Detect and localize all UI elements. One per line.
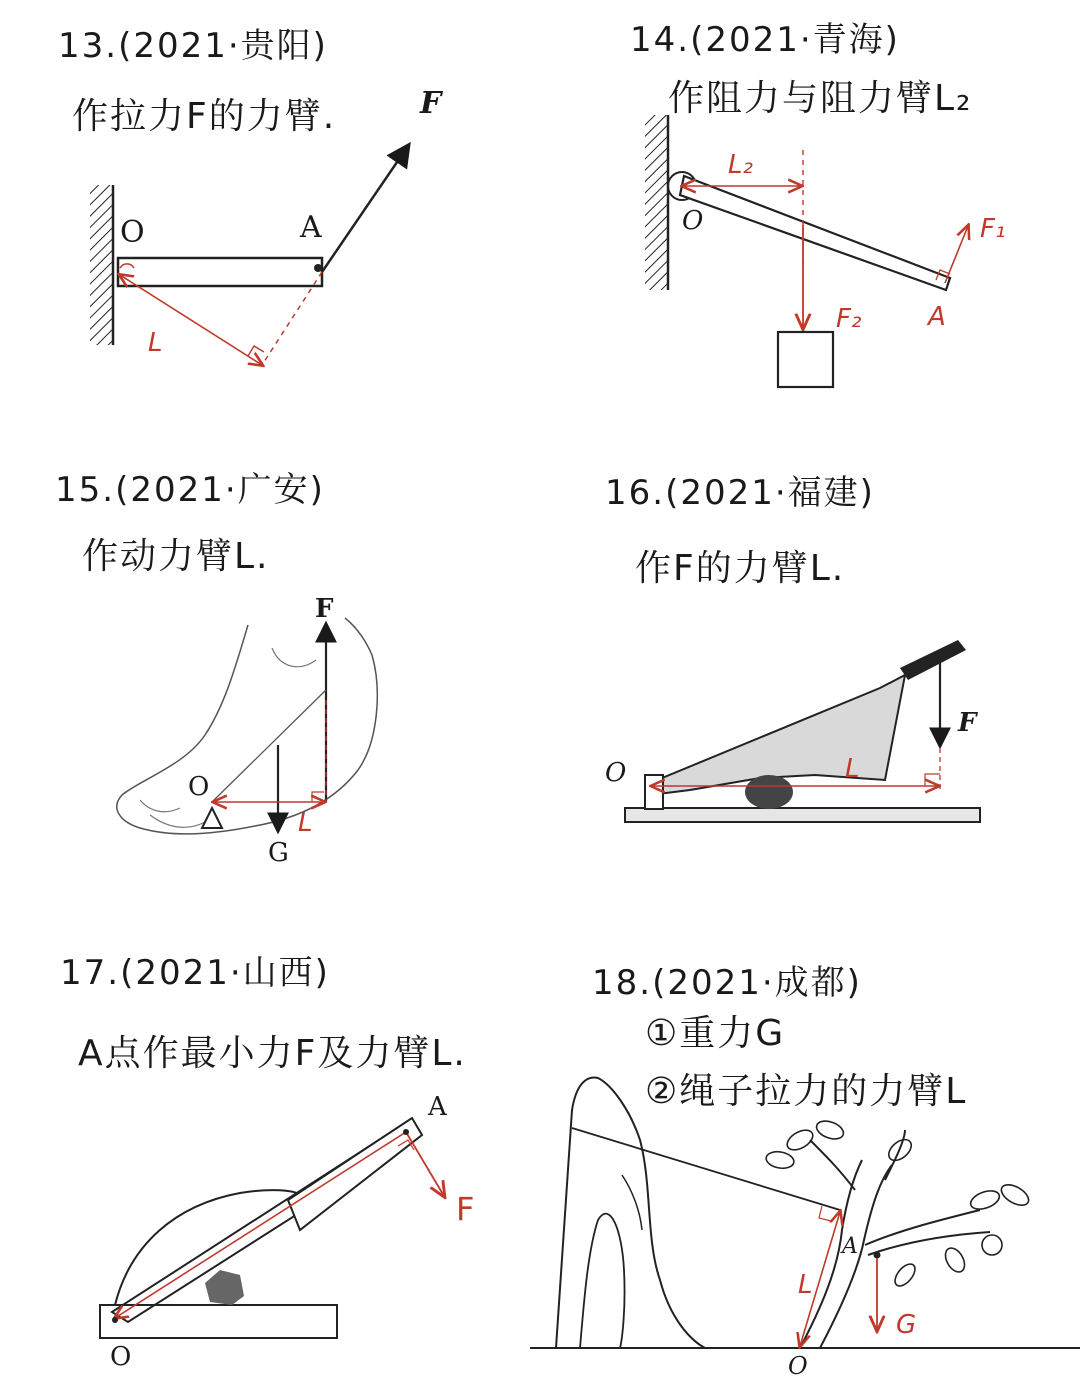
problem-17-instruction: A点作最小力F及力臂L.	[78, 1033, 467, 1074]
fig14-pivot-label: O	[682, 206, 704, 236]
problem-13-number: 13.(2021·贵阳)	[58, 26, 328, 66]
fig17-pivot-label: O	[110, 1342, 132, 1372]
fig14-arm-label: L₂	[728, 150, 753, 180]
problem-17-number: 17.(2021·山西)	[60, 953, 330, 993]
fig15-arm-label: L	[298, 808, 313, 838]
fig18-arm-label: L	[798, 1270, 813, 1300]
problem-16-instruction: 作F的力臂L.	[635, 548, 846, 589]
fig14-force1-label: F₁	[980, 214, 1006, 244]
fig14-force2-label: F₂	[836, 304, 862, 334]
fig16-force-label: F	[958, 708, 977, 738]
fig16-arm-label: L	[845, 754, 860, 784]
fig16-pivot-label: O	[605, 758, 627, 788]
fig15-weight-label: G	[268, 838, 289, 868]
fig13-arm-label: L	[148, 328, 163, 358]
fig18-point-label: A	[842, 1234, 858, 1259]
fig17-force-label: F	[456, 1190, 475, 1228]
fig18-weight-label: G	[896, 1310, 917, 1340]
problem-18-instruction-1: ①重力G	[645, 1013, 786, 1054]
problem-14-instruction: 作阻力与阻力臂L₂	[668, 78, 973, 119]
problem-14-number: 14.(2021·青海)	[630, 20, 900, 60]
fig17-point-label: A	[428, 1092, 447, 1122]
problem-15-number: 15.(2021·广安)	[55, 470, 325, 510]
fig15-pivot-label: O	[188, 772, 210, 802]
problem-18-instruction-2: ②绳子拉力的力臂L	[645, 1071, 968, 1112]
fig18-pivot-label: O	[788, 1352, 808, 1380]
fig13-force-label: F	[420, 86, 442, 121]
fig14-point-label: A	[928, 302, 946, 332]
fig13-pivot-label: O	[120, 215, 145, 250]
fig15-force-label: F	[315, 594, 334, 624]
problem-16-number: 16.(2021·福建)	[605, 473, 875, 513]
fig13-point-label: A	[300, 210, 322, 245]
problem-13-instruction: 作拉力F的力臂.	[72, 96, 337, 137]
problem-18-number: 18.(2021·成都)	[592, 963, 862, 1003]
problem-15-instruction: 作动力臂L.	[82, 536, 270, 577]
